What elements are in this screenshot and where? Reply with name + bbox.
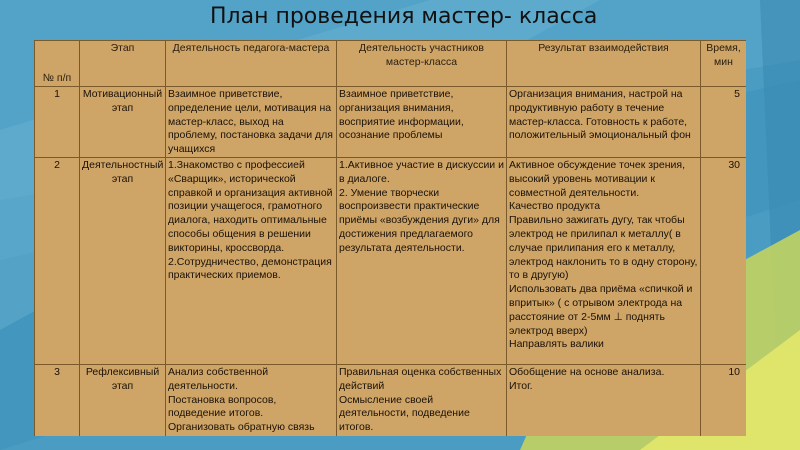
- cell-line: Итог.: [509, 379, 533, 392]
- cell-line: Взаимное приветствие, организация внимания, восприятие информации, осознание проблемы: [339, 88, 464, 142]
- cell-line: Правильно зажигать дугу, так чтобы электрод не прилипал к металлу( в случае прилипания его к металлу, электрод наклонить то в одну сторону, то в другую): [509, 214, 698, 282]
- cell-line: Направлять валики: [509, 338, 604, 351]
- header-participants: Деятельность участников мастер-класса: [337, 41, 507, 87]
- cell-line: Качество продукта: [509, 200, 601, 213]
- cell-line: Взаимное приветствие, определение цели, мотивация на мастер-класс, выход на проблему, постановка задачи для учащихся: [168, 88, 333, 156]
- table-header-row: [35, 41, 747, 87]
- cell-line: 1.Знакомство с профессией «Сварщик», исторической справкой и организация активной позиции учащегося, грамотного диалога, находить оптимальные способы общения в решении викторины, кроссворда.: [168, 158, 333, 254]
- row-result: [507, 157, 701, 364]
- row-stage: Мотивационный этап: [80, 87, 166, 158]
- header-time: Время, мин: [701, 41, 747, 87]
- page-title: План проведения мастер- класса: [210, 4, 598, 29]
- cell-line: 1.Активное участие в дискуссии и в диалоге.: [339, 158, 504, 185]
- row-teacher: [166, 87, 337, 158]
- row-participants: [337, 364, 507, 436]
- cell-line: Организовать обратную связь: [168, 421, 315, 434]
- plan-table-sheet: [34, 40, 746, 436]
- row-result: [507, 87, 701, 158]
- row-num: 3: [35, 364, 80, 436]
- row-time: 5: [701, 87, 747, 158]
- cell-line: Постановка вопросов, подведение итогов.: [168, 393, 277, 420]
- cell-line: Использовать два приёма «спичкой и впритык» ( с отрывом электрода на расстояние от 2-5мм ⊥ поднять электрод вверх): [509, 283, 693, 337]
- row-teacher: [166, 364, 337, 436]
- row-stage: Деятельностный этап: [80, 157, 166, 364]
- cell-line: Обобщение на основе анализа.: [509, 365, 665, 378]
- row-stage: Рефлексивный этап: [80, 364, 166, 436]
- row-num: 2: [35, 157, 80, 364]
- cell-line: Правильная оценка собственных действий: [339, 365, 502, 392]
- header-num: № п/п: [35, 41, 80, 87]
- cell-line: 2.Сотрудничество, демонстрация практических приемов.: [168, 255, 332, 282]
- row-participants: [337, 157, 507, 364]
- row-result: [507, 364, 701, 436]
- cell-line: Анализ собственной деятельности.: [168, 365, 269, 392]
- cell-line: Организация внимания, настрой на продуктивную работу в течение мастер-класса. Готовность к работе, положительный эмоциональный фон: [509, 88, 691, 142]
- row-num: 1: [35, 87, 80, 158]
- table-row: [35, 157, 747, 364]
- table-row: [35, 364, 747, 436]
- header-stage: Этап: [80, 41, 166, 87]
- header-result: Результат взаимодействия: [507, 41, 701, 87]
- row-teacher: [166, 157, 337, 364]
- table-row: [35, 87, 747, 158]
- plan-table: [34, 40, 746, 436]
- cell-line: 2. Умение творчески воспроизвести практические приёмы «возбуждения дуги» для достижения предлагаемого результата деятельности.: [339, 186, 500, 254]
- row-time: 10: [701, 364, 747, 436]
- header-teacher: Деятельность педагога-мастера: [166, 41, 337, 87]
- row-time: 30: [701, 157, 747, 364]
- cell-line: Активное обсуждение точек зрения, высокий уровень мотивации к совместной деятельности.: [509, 158, 686, 199]
- cell-line: Осмысление своей деятельности, подведение итогов.: [339, 393, 470, 434]
- row-participants: [337, 87, 507, 158]
